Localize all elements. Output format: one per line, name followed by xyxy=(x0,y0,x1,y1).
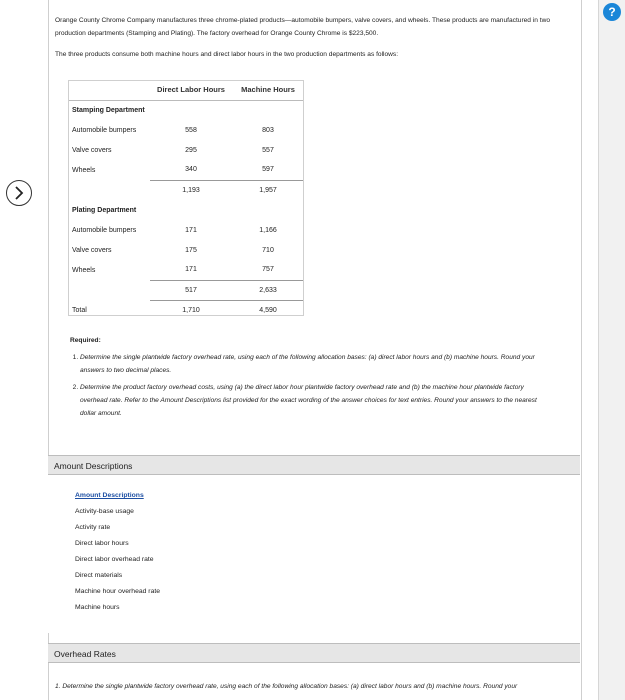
list-item: Machine hour overhead rate xyxy=(75,588,161,595)
required-item-1: 1. Determine the single plantwide factory overhead rate, using each of the following allocation bases: (a) direct labor hours and (b) machine hours. Round your answers to two decimal places. xyxy=(80,351,550,377)
dlh-subtotal: 1,193 xyxy=(150,180,232,200)
mh-subtotal: 1,957 xyxy=(232,180,304,200)
expand-panel-button[interactable] xyxy=(6,180,32,206)
list-item: Direct labor hours xyxy=(75,540,129,547)
table-row xyxy=(68,240,304,260)
mh-value: 1,166 xyxy=(259,226,277,234)
table-row xyxy=(68,140,304,160)
mh-value: 597 xyxy=(262,166,274,174)
header-direct-labor-hours: Direct Labor Hours xyxy=(150,80,232,100)
list-item: Activity-base usage xyxy=(75,508,134,515)
overhead-rates-question: 1. Determine the single plantwide factory overhead rate, using each of the following allocation bases: (a) direct labor hours and (b) machine hours. Round your xyxy=(55,683,518,690)
header-blank xyxy=(68,80,150,100)
right-side-strip xyxy=(598,0,625,700)
amount-descriptions-title: Amount Descriptions xyxy=(75,492,144,499)
dlh-total: 1,710 xyxy=(150,300,232,320)
row-label: Automobile bumpers xyxy=(72,226,137,234)
mh-total: 4,590 xyxy=(232,300,304,320)
problem-intro xyxy=(55,14,570,61)
row-label: Valve covers xyxy=(72,146,112,154)
row-label: Wheels xyxy=(72,166,96,174)
list-item: Activity rate xyxy=(75,524,111,531)
table-row xyxy=(68,260,304,280)
mh-value: 710 xyxy=(262,246,274,254)
intro-paragraph-2: The three products consume both machine hours and direct labor hours in the two production departments as follows: xyxy=(55,51,399,58)
dlh-value: 171 xyxy=(185,226,197,234)
mh-value: 557 xyxy=(262,146,274,154)
stamping-subtotal-row xyxy=(68,180,304,200)
list-item: Direct labor overhead rate xyxy=(75,556,154,563)
row-label: Valve covers xyxy=(72,246,112,254)
required-list xyxy=(70,351,550,420)
total-row xyxy=(68,300,304,320)
mh-value: 757 xyxy=(262,266,274,274)
table-row xyxy=(68,160,304,180)
amount-descriptions-list xyxy=(75,488,160,616)
intro-paragraph-1: Orange County Chrome Company manufactures three chrome-plated products—automobile bumpers, valve covers, and wheels. These products are manufactured in two production departments (Stamping and Plating). The factory overhead for Orange County Chrome is $223,500. xyxy=(55,17,551,37)
amount-descriptions-header[interactable]: Amount Descriptions xyxy=(48,455,580,475)
header-machine-hours: Machine Hours xyxy=(232,80,304,100)
stamping-department-label: Stamping Department xyxy=(72,106,145,114)
table-row xyxy=(68,220,304,240)
mh-value: 803 xyxy=(262,126,274,134)
dlh-subtotal: 517 xyxy=(150,280,232,300)
help-icon: ? xyxy=(608,5,616,19)
overhead-rates-header[interactable]: Overhead Rates xyxy=(48,643,580,663)
dlh-value: 340 xyxy=(185,166,197,174)
plating-subtotal-row xyxy=(68,280,304,300)
dlh-value: 171 xyxy=(185,266,197,274)
row-label: Automobile bumpers xyxy=(72,126,137,134)
table-row xyxy=(68,120,304,140)
dlh-value: 175 xyxy=(185,246,197,254)
required-section xyxy=(70,334,550,424)
list-item: Machine hours xyxy=(75,604,120,611)
total-label: Total xyxy=(72,306,87,314)
help-button[interactable] xyxy=(603,3,621,21)
chevron-right-icon xyxy=(12,185,26,201)
required-item-2: 2. Determine the product factory overhead costs, using (a) the direct labor hour plantwide factory overhead rate and (b) the machine hour plantwide factory overhead rate. Refer to the Amount Descriptions list provided for the exact wording of the answer choices for text entries. Round your answers to the nearest dollar amount. xyxy=(80,381,550,420)
table-row xyxy=(68,100,304,120)
list-item: Direct materials xyxy=(75,572,123,579)
row-label: Wheels xyxy=(72,266,96,274)
table-header-row xyxy=(68,80,304,100)
mh-subtotal: 2,633 xyxy=(232,280,304,300)
dlh-value: 295 xyxy=(185,146,197,154)
table-row xyxy=(68,200,304,220)
hours-table xyxy=(68,80,304,320)
required-heading: Required: xyxy=(70,337,101,344)
dlh-value: 558 xyxy=(185,126,197,134)
plating-department-label: Plating Department xyxy=(72,206,137,214)
